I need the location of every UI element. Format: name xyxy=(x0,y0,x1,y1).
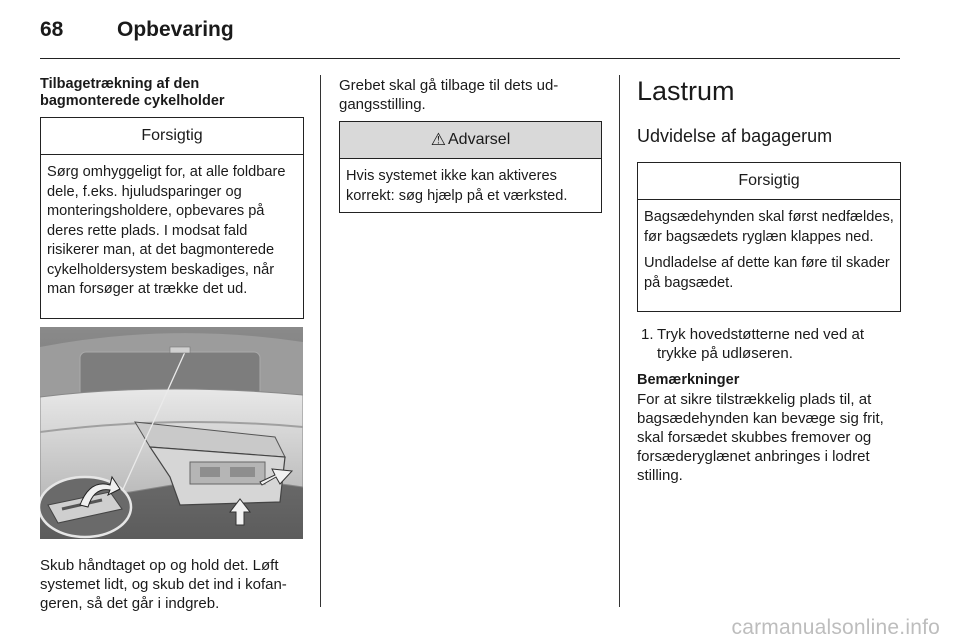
section-subheading: Tilbagetrækning af den bagmonterede cykelholder xyxy=(40,76,225,109)
warning-box xyxy=(339,121,602,213)
list-item-text: Tryk hovedstøtterne ned ved at trykke på udløseren. xyxy=(657,326,865,362)
warning-head xyxy=(340,122,601,159)
note-body: For at sikre tilstrækkelig plads til, at bagsædehynden kan bevæge sig frit, skal forsædet skubbes fremover og forsæderyglænet anbringes i lodret stilling. xyxy=(637,391,884,484)
page-number: 68 xyxy=(40,18,64,41)
caution-box-2 xyxy=(637,162,901,312)
column-divider-1 xyxy=(320,75,321,607)
section-heading: Lastrum xyxy=(637,76,735,106)
bike-carrier-drawing xyxy=(40,327,303,539)
chapter-title: Opbevaring xyxy=(117,18,234,41)
caution-body: Sørg omhyggeligt for, at alle foldbare dele, f.eks. hjuludsparinger og monteringsholdere, opbevares på deres rette plads. I modsat fald risikerer man, at det bagmonterede cykelholdersystem beskadiges, når man forsøger at trække det ud. xyxy=(47,164,286,297)
caution-body-2 xyxy=(638,200,900,301)
watermark: carmanualsonline.info xyxy=(731,616,940,639)
instruction-text: Skub håndtaget op og hold det. Løft systemet lidt, og skub det ind i kofangeren, så det går i indgreb. xyxy=(40,557,287,612)
warning-body: Hvis systemet ikke kan aktiveres korrekt: søg hjælp på et værksted. xyxy=(346,168,568,204)
column-3 xyxy=(637,75,901,485)
caution-box xyxy=(40,117,304,319)
column-divider-2 xyxy=(619,75,620,607)
list-item-number: 1. xyxy=(641,326,654,343)
list-item xyxy=(637,325,901,363)
warning-title: Advarsel xyxy=(448,131,511,148)
return-text: Grebet skal gå tilbage til dets udgangsstilling. xyxy=(339,77,559,113)
warning-triangle-icon: ⚠ xyxy=(430,130,446,149)
note-title: Bemærkninger xyxy=(637,372,740,388)
column-1 xyxy=(40,76,304,319)
column-1-instruction xyxy=(40,556,306,613)
column-2 xyxy=(339,76,602,213)
caution-title-2: Forsigtig xyxy=(638,163,900,200)
bike-carrier-illustration xyxy=(40,327,303,539)
caution-title: Forsigtig xyxy=(41,118,303,155)
page-header xyxy=(40,18,900,62)
header-rule xyxy=(40,58,900,59)
caution-para-2: Undladelse af dette kan føre til skader på bagsædet. xyxy=(644,255,890,291)
caution-para-1: Bagsædehynden skal først nedfældes, før bagsædets ryglæn klappes ned. xyxy=(644,209,894,245)
section-subheading-2: Udvidelse af bagagerum xyxy=(637,126,833,146)
